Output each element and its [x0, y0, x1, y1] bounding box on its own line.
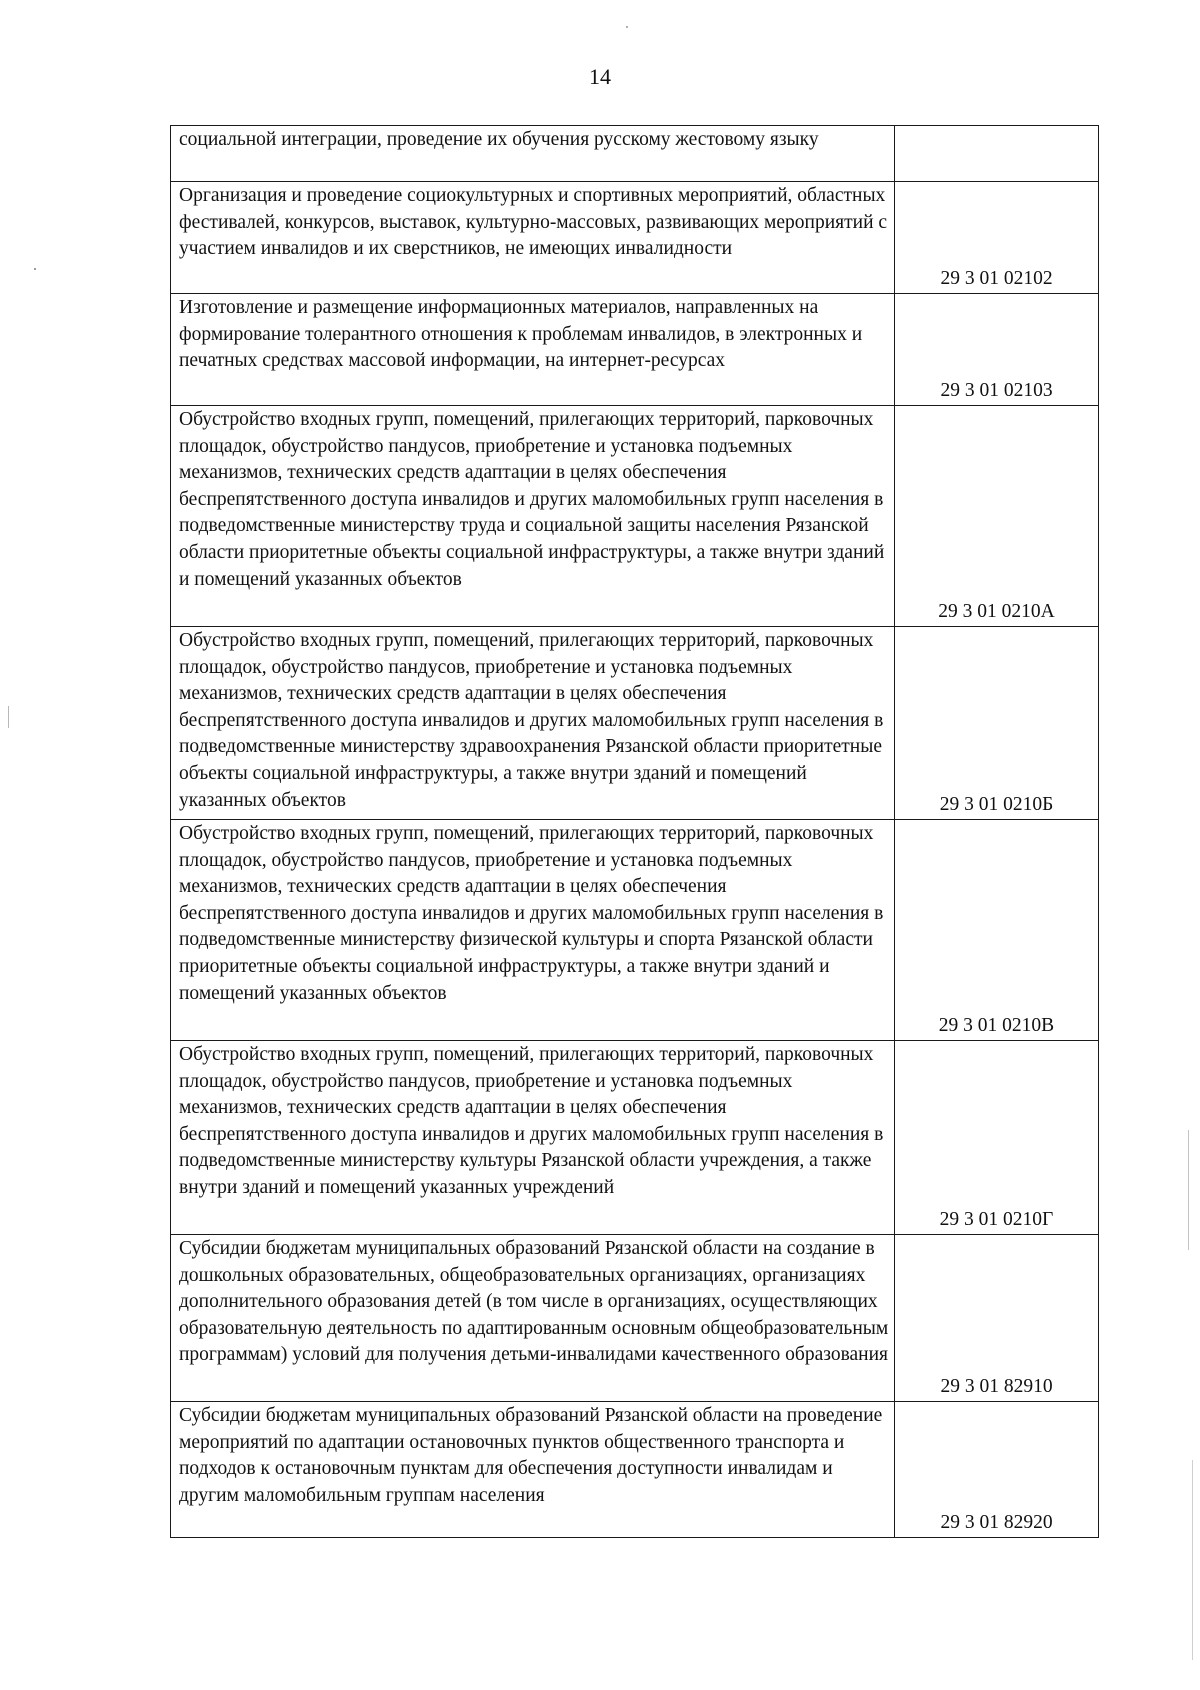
- row-code: 29 3 01 0210Г: [895, 1041, 1099, 1235]
- page-number: 14: [589, 64, 611, 89]
- row-code: [895, 126, 1099, 182]
- row-description: Обустройство входных групп, помещений, прилегающих территорий, парковочных площадок, обустройство пандусов, приобретение и установка подъемных механизмов, технических средств адаптации в целях обеспечения беспрепятственного доступа инвалидов и других маломобильных групп населения в подведомственные министерству культуры Рязанской области учреждения, а также внутри зданий и помещений указанных учреждений: [171, 1041, 895, 1235]
- row-code: 29 3 01 82920: [895, 1402, 1099, 1538]
- row-code: 29 3 01 0210А: [895, 406, 1099, 627]
- row-code: 29 3 01 0210В: [895, 820, 1099, 1041]
- table-row: [171, 406, 1099, 627]
- table-row: [171, 1041, 1099, 1235]
- table-row: [171, 294, 1099, 406]
- table-row: [171, 126, 1099, 182]
- row-description: Обустройство входных групп, помещений, прилегающих территорий, парковочных площадок, обустройство пандусов, приобретение и установка подъемных механизмов, технических средств адаптации в целях обеспечения беспрепятственного доступа инвалидов и других маломобильных групп населения в подведомственные министерству труда и социальной защиты населения Рязанской области приоритетные объекты социальной инфраструктуры, а также внутри зданий и помещений указанных объектов: [171, 406, 895, 627]
- row-description: Обустройство входных групп, помещений, прилегающих территорий, парковочных площадок, обустройство пандусов, приобретение и установка подъемных механизмов, технических средств адаптации в целях обеспечения беспрепятственного доступа инвалидов и других маломобильных групп населения в подведомственные министерству физической культуры и спорта Рязанской области приоритетные объекты социальной инфраструктуры, а также внутри зданий и помещений указанных объектов: [171, 820, 895, 1041]
- table-row: [171, 182, 1099, 294]
- scan-speck: [34, 268, 36, 270]
- scan-speck: [626, 26, 628, 28]
- row-description: социальной интеграции, проведение их обучения русскому жестовому языку: [171, 126, 895, 182]
- row-description: Изготовление и размещение информационных материалов, направленных на формирование толерантного отношения к проблемам инвалидов, в электронных и печатных средствах массовой информации, на интернет-ресурсах: [171, 294, 895, 406]
- scan-speck: [8, 706, 9, 728]
- row-code: 29 3 01 0210Б: [895, 627, 1099, 820]
- row-code: 29 3 01 02102: [895, 182, 1099, 294]
- table-row: [171, 627, 1099, 820]
- budget-code-table: [170, 125, 1099, 1538]
- row-description: Субсидии бюджетам муниципальных образований Рязанской области на создание в дошкольных образовательных, общеобразовательных организациях, организациях дополнительного образования детей (в том числе в организациях, осуществляющих образовательную деятельность по адаптированным основным общеобразовательным программам) условий для получения детьми-инвалидами качественного образования: [171, 1235, 895, 1402]
- table-row: [171, 1402, 1099, 1538]
- table-row: [171, 1235, 1099, 1402]
- row-code: 29 3 01 82910: [895, 1235, 1099, 1402]
- row-code: 29 3 01 02103: [895, 294, 1099, 406]
- row-description: Организация и проведение социокультурных и спортивных мероприятий, областных фестивалей, конкурсов, выставок, культурно-массовых, развивающих мероприятий с участием инвалидов и их сверстников, не имеющих инвалидности: [171, 182, 895, 294]
- table-row: [171, 820, 1099, 1041]
- scan-speck: [1188, 1130, 1189, 1250]
- scan-speck: [1192, 1460, 1193, 1660]
- row-description: Обустройство входных групп, помещений, прилегающих территорий, парковочных площадок, обустройство пандусов, приобретение и установка подъемных механизмов, технических средств адаптации в целях обеспечения беспрепятственного доступа инвалидов и других маломобильных групп населения в подведомственные министерству здравоохранения Рязанской области приоритетные объекты социальной инфраструктуры, а также внутри зданий и помещений указанных объектов: [171, 627, 895, 820]
- row-description: Субсидии бюджетам муниципальных образований Рязанской области на проведение мероприятий по адаптации остановочных пунктов общественного транспорта и подходов к остановочным пунктам для обеспечения доступности инвалидам и другим маломобильным группам населения: [171, 1402, 895, 1538]
